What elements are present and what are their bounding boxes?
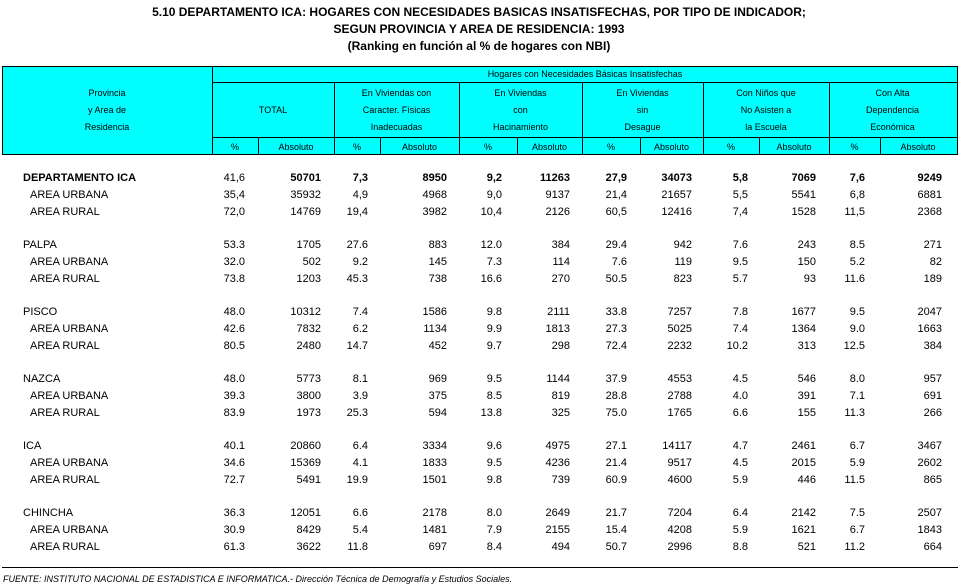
pct-cell: 5.9 xyxy=(732,474,748,486)
pct-cell: 60.9 xyxy=(605,474,627,486)
absoluto-cell: 325 xyxy=(551,407,570,419)
absoluto-cell: 1677 xyxy=(791,306,816,318)
absoluto-cell: 8950 xyxy=(422,172,447,184)
absoluto-cell: 446 xyxy=(797,474,816,486)
pct-cell: 73.8 xyxy=(223,273,245,285)
absoluto-cell: 2461 xyxy=(791,440,816,452)
pct-cell: 72.7 xyxy=(223,474,245,486)
area-label: AREA URBANA xyxy=(30,323,109,335)
absoluto-cell: 3334 xyxy=(422,440,447,452)
pct-cell: 7.4 xyxy=(352,306,368,318)
absoluto-cell: 883 xyxy=(428,239,447,251)
pct-cell: 7.6 xyxy=(732,239,748,251)
pct-cell: 9,2 xyxy=(486,172,502,184)
pct-cell: 5.9 xyxy=(732,524,748,536)
pct-cell: 6.2 xyxy=(352,323,368,335)
absoluto-header: Absoluto xyxy=(401,142,438,152)
pct-cell: 7.1 xyxy=(849,390,865,402)
absoluto-cell: 391 xyxy=(797,390,816,402)
pct-cell: 7.4 xyxy=(732,323,748,335)
absoluto-cell: 865 xyxy=(923,474,942,486)
absoluto-cell: 3467 xyxy=(917,440,942,452)
absoluto-cell: 664 xyxy=(923,541,942,553)
absoluto-cell: 93 xyxy=(803,273,816,285)
pct-cell: 10.2 xyxy=(726,340,748,352)
absoluto-cell: 4208 xyxy=(667,524,692,536)
pct-cell: 83.9 xyxy=(223,407,245,419)
absoluto-cell: 266 xyxy=(923,407,942,419)
absoluto-cell: 7257 xyxy=(667,306,692,318)
absoluto-cell: 243 xyxy=(797,239,816,251)
absoluto-cell: 1663 xyxy=(917,323,942,335)
absoluto-cell: 8429 xyxy=(296,524,321,536)
pct-header: % xyxy=(726,142,735,152)
pct-cell: 21,4 xyxy=(605,189,627,201)
pct-cell: 16.6 xyxy=(480,273,502,285)
pct-cell: 9.5 xyxy=(732,256,748,268)
absoluto-cell: 452 xyxy=(428,340,447,352)
column-header-line: con xyxy=(513,105,528,115)
report-subtitle: SEGUN PROVINCIA Y AREA DE RESIDENCIA: 1993 xyxy=(333,22,625,36)
pct-cell: 7.9 xyxy=(486,524,502,536)
column-header-line: Desague xyxy=(624,122,661,132)
absoluto-cell: 4968 xyxy=(422,189,447,201)
provincia-header-line: Provincia xyxy=(88,88,126,98)
absoluto-cell: 1813 xyxy=(545,323,570,335)
absoluto-cell: 14117 xyxy=(662,440,692,452)
pct-cell: 35,4 xyxy=(223,189,245,201)
pct-cell: 9.5 xyxy=(486,373,502,385)
province-label: NAZCA xyxy=(23,373,61,385)
absoluto-cell: 15369 xyxy=(290,457,321,469)
absoluto-cell: 3800 xyxy=(296,390,321,402)
absoluto-cell: 2111 xyxy=(547,306,570,318)
absoluto-cell: 1833 xyxy=(422,457,447,469)
pct-cell: 9.9 xyxy=(486,323,502,335)
pct-cell: 9,0 xyxy=(486,189,502,201)
column-header-line: En Viviendas xyxy=(616,88,669,98)
pct-cell: 8.8 xyxy=(732,541,748,553)
pct-cell: 9.6 xyxy=(486,440,502,452)
pct-cell: 4.7 xyxy=(732,440,748,452)
area-label: AREA RURAL xyxy=(30,273,100,285)
pct-cell: 5,5 xyxy=(732,189,748,201)
absoluto-cell: 14769 xyxy=(290,206,321,218)
area-label: AREA URBANA xyxy=(30,524,109,536)
column-header-line: Con Niños que xyxy=(736,88,796,98)
pct-cell: 19.9 xyxy=(346,474,368,486)
column-header-line: TOTAL xyxy=(258,105,288,115)
pct-cell: 34.6 xyxy=(223,457,245,469)
column-header-line: En Viviendas xyxy=(494,88,547,98)
absoluto-cell: 270 xyxy=(551,273,570,285)
pct-cell: 6.7 xyxy=(849,440,865,452)
absoluto-cell: 2142 xyxy=(791,507,816,519)
absoluto-cell: 2507 xyxy=(917,507,942,519)
absoluto-cell: 1203 xyxy=(296,273,321,285)
absoluto-cell: 12051 xyxy=(290,507,321,519)
absoluto-cell: 957 xyxy=(923,373,942,385)
pct-cell: 6.7 xyxy=(849,524,865,536)
absoluto-header: Absoluto xyxy=(653,142,690,152)
pct-cell: 40.1 xyxy=(223,440,245,452)
pct-cell: 48.0 xyxy=(223,373,245,385)
absoluto-cell: 9137 xyxy=(545,189,570,201)
pct-cell: 8.0 xyxy=(849,373,865,385)
absoluto-cell: 271 xyxy=(923,239,942,251)
pct-cell: 9.7 xyxy=(486,340,502,352)
source-note: FUENTE: INSTITUTO NACIONAL DE ESTADISTICA E INFORMATICA.- Dirección Técnica de Demografía y Estudios Sociales. xyxy=(3,574,513,584)
pct-cell: 5.4 xyxy=(352,524,368,536)
absoluto-cell: 119 xyxy=(674,256,692,268)
report-title: 5.10 DEPARTAMENTO ICA: HOGARES CON NECESIDADES BASICAS INSATISFECHAS, POR TIPO DE INDICADOR; xyxy=(152,5,806,19)
area-label: AREA URBANA xyxy=(30,256,109,268)
absoluto-cell: 384 xyxy=(551,239,570,251)
absoluto-cell: 5025 xyxy=(667,323,692,335)
pct-header: % xyxy=(850,142,859,152)
province-label: PISCO xyxy=(23,306,58,318)
absoluto-cell: 114 xyxy=(552,256,570,268)
absoluto-header: Absoluto xyxy=(776,142,812,152)
province-label: PALPA xyxy=(23,239,57,251)
absoluto-cell: 10312 xyxy=(290,306,321,318)
header-border-top xyxy=(2,66,958,67)
column-header-line: Inadecuadas xyxy=(370,122,423,132)
absoluto-cell: 5491 xyxy=(296,474,321,486)
pct-cell: 14.7 xyxy=(346,340,368,352)
pct-cell: 9.8 xyxy=(486,306,502,318)
absoluto-cell: 1144 xyxy=(546,373,570,385)
pct-cell: 75.0 xyxy=(605,407,627,419)
absoluto-cell: 34073 xyxy=(661,172,692,184)
absoluto-cell: 9517 xyxy=(667,457,692,469)
pct-cell: 8.0 xyxy=(486,507,502,519)
absoluto-cell: 375 xyxy=(428,390,447,402)
pct-cell: 12.0 xyxy=(480,239,502,251)
absoluto-cell: 942 xyxy=(673,239,692,251)
column-header-line: sin xyxy=(636,105,649,115)
absoluto-cell: 2015 xyxy=(791,457,816,469)
absoluto-cell: 7069 xyxy=(791,172,816,184)
pct-cell: 30.9 xyxy=(223,524,245,536)
absoluto-cell: 2788 xyxy=(667,390,692,402)
area-label: AREA RURAL xyxy=(30,474,100,486)
pct-cell: 13.8 xyxy=(480,407,502,419)
pct-cell: 4.5 xyxy=(732,373,748,385)
absoluto-cell: 4600 xyxy=(667,474,692,486)
pct-cell: 27.1 xyxy=(605,440,627,452)
pct-cell: 60,5 xyxy=(605,206,627,218)
pct-cell: 39.3 xyxy=(223,390,245,402)
absoluto-cell: 819 xyxy=(551,390,570,402)
absoluto-cell: 2047 xyxy=(917,306,942,318)
absoluto-cell: 1973 xyxy=(296,407,321,419)
absoluto-cell: 2480 xyxy=(296,340,321,352)
pct-cell: 15.4 xyxy=(605,524,627,536)
absoluto-cell: 11263 xyxy=(540,172,570,184)
pct-cell: 4.0 xyxy=(732,390,748,402)
pct-cell: 11.5 xyxy=(844,474,865,486)
absoluto-cell: 594 xyxy=(428,407,447,419)
pct-cell: 10,4 xyxy=(480,206,502,218)
pct-cell: 11.8 xyxy=(347,541,368,553)
pct-cell: 48.0 xyxy=(223,306,245,318)
pct-cell: 11.3 xyxy=(844,407,865,419)
absoluto-header: Absoluto xyxy=(531,142,568,152)
column-header-line: Hacinamiento xyxy=(492,122,549,132)
absoluto-cell: 35932 xyxy=(290,189,321,201)
pct-cell: 36.3 xyxy=(223,507,245,519)
column-header-line: Caracter. Físicas xyxy=(362,105,431,115)
absoluto-cell: 4236 xyxy=(545,457,570,469)
area-label: AREA RURAL xyxy=(30,407,100,419)
absoluto-cell: 155 xyxy=(797,407,816,419)
absoluto-cell: 546 xyxy=(797,373,816,385)
pct-header: % xyxy=(483,142,492,152)
absoluto-cell: 3982 xyxy=(422,206,447,218)
absoluto-cell: 1621 xyxy=(791,524,816,536)
absoluto-cell: 494 xyxy=(551,541,570,553)
pct-cell: 80.5 xyxy=(223,340,245,352)
pct-cell: 29.4 xyxy=(605,239,627,251)
pct-cell: 27.3 xyxy=(605,323,627,335)
pct-cell: 25.3 xyxy=(346,407,368,419)
column-header-line: En Viviendas con xyxy=(361,88,432,98)
province-label: CHINCHA xyxy=(23,507,74,519)
absoluto-cell: 313 xyxy=(797,340,816,352)
pct-cell: 61.3 xyxy=(223,541,245,553)
provincia-header-line: Residencia xyxy=(84,122,130,132)
absoluto-cell: 5773 xyxy=(296,373,321,385)
pct-cell: 45.3 xyxy=(346,273,368,285)
pct-cell: 6,8 xyxy=(849,189,865,201)
pct-cell: 7,6 xyxy=(849,172,865,184)
pct-cell: 27,9 xyxy=(605,172,627,184)
pct-header: % xyxy=(230,142,239,152)
absoluto-cell: 50701 xyxy=(290,172,321,184)
area-label: AREA RURAL xyxy=(30,541,100,553)
pct-cell: 9.8 xyxy=(486,474,502,486)
area-label: AREA URBANA xyxy=(30,189,109,201)
pct-cell: 21.4 xyxy=(605,457,627,469)
absoluto-cell: 2155 xyxy=(545,524,570,536)
pct-cell: 21.7 xyxy=(605,507,627,519)
pct-cell: 8.1 xyxy=(352,373,368,385)
pct-cell: 9.5 xyxy=(486,457,502,469)
pct-cell: 9.2 xyxy=(352,256,368,268)
absoluto-cell: 2996 xyxy=(667,541,692,553)
absoluto-cell: 739 xyxy=(551,474,570,486)
absoluto-cell: 2368 xyxy=(917,206,942,218)
pct-cell: 9.0 xyxy=(849,323,865,335)
column-header-line: Dependencia xyxy=(865,105,920,115)
absoluto-cell: 502 xyxy=(302,256,321,268)
area-label: AREA URBANA xyxy=(30,457,109,469)
pct-cell: 37.9 xyxy=(605,373,627,385)
area-label: AREA RURAL xyxy=(30,206,100,218)
header-border-bottom xyxy=(2,154,958,155)
pct-cell: 7,4 xyxy=(732,206,748,218)
table-header xyxy=(2,66,958,155)
pct-cell: 6.4 xyxy=(352,440,368,452)
absoluto-cell: 1364 xyxy=(791,323,816,335)
pct-cell: 50.7 xyxy=(605,541,627,553)
pct-cell: 32.0 xyxy=(223,256,245,268)
pct-cell: 4.1 xyxy=(352,457,368,469)
pct-cell: 19,4 xyxy=(346,206,368,218)
pct-cell: 6.4 xyxy=(732,507,748,519)
absoluto-cell: 384 xyxy=(923,340,942,352)
column-header-line: Con Alta xyxy=(875,88,910,98)
pct-cell: 7,3 xyxy=(352,172,368,184)
pct-cell: 11.2 xyxy=(844,541,865,553)
pct-cell: 8.5 xyxy=(849,239,865,251)
absoluto-cell: 697 xyxy=(428,541,447,553)
footer-divider xyxy=(2,567,958,568)
pct-cell: 7.6 xyxy=(611,256,627,268)
absoluto-cell: 823 xyxy=(673,273,692,285)
absoluto-cell: 82 xyxy=(929,256,942,268)
absoluto-cell: 21657 xyxy=(661,189,692,201)
header-sub-divider xyxy=(212,137,958,138)
pct-header: % xyxy=(606,142,615,152)
absoluto-cell: 969 xyxy=(428,373,447,385)
pct-cell: 11.6 xyxy=(844,273,865,285)
absoluto-cell: 1705 xyxy=(296,239,321,251)
absoluto-cell: 20860 xyxy=(290,440,321,452)
pct-cell: 33.8 xyxy=(605,306,627,318)
pct-cell: 50.5 xyxy=(605,273,627,285)
pct-cell: 6.6 xyxy=(732,407,748,419)
absoluto-cell: 2126 xyxy=(545,206,570,218)
pct-cell: 7.5 xyxy=(849,507,865,519)
pct-cell: 53.3 xyxy=(223,239,245,251)
pct-cell: 6.6 xyxy=(352,507,368,519)
absoluto-cell: 738 xyxy=(428,273,447,285)
pct-cell: 4.5 xyxy=(732,457,748,469)
absoluto-cell: 1765 xyxy=(667,407,692,419)
absoluto-cell: 2178 xyxy=(422,507,447,519)
pct-cell: 4,9 xyxy=(352,189,368,201)
pct-cell: 8.4 xyxy=(486,541,502,553)
report-ranking-note: (Ranking en función al % de hogares con NBI) xyxy=(347,39,611,53)
province-label: DEPARTAMENTO ICA xyxy=(23,172,137,184)
absoluto-cell: 4975 xyxy=(545,440,570,452)
absoluto-cell: 7204 xyxy=(667,507,692,519)
absoluto-cell: 189 xyxy=(923,273,942,285)
absoluto-cell: 1481 xyxy=(422,524,447,536)
group-header: Hogares con Necesidades Básicas Insatisfechas xyxy=(487,69,683,79)
column-header-line: la Escuela xyxy=(745,122,787,132)
pct-cell: 5.9 xyxy=(849,457,865,469)
area-label: AREA URBANA xyxy=(30,390,109,402)
absoluto-cell: 1586 xyxy=(422,306,447,318)
pct-cell: 7.3 xyxy=(486,256,502,268)
absoluto-header: Absoluto xyxy=(278,142,314,152)
absoluto-cell: 521 xyxy=(797,541,816,553)
pct-cell: 5.2 xyxy=(849,256,865,268)
absoluto-cell: 1843 xyxy=(917,524,942,536)
absoluto-cell: 2649 xyxy=(545,507,570,519)
absoluto-cell: 1134 xyxy=(423,323,447,335)
pct-cell: 72,0 xyxy=(223,206,245,218)
province-label: ICA xyxy=(23,440,42,452)
absoluto-cell: 1501 xyxy=(422,474,447,486)
absoluto-cell: 298 xyxy=(551,340,570,352)
pct-header: % xyxy=(352,142,361,152)
provincia-header-line: y Area de xyxy=(87,105,127,115)
pct-cell: 42.6 xyxy=(223,323,245,335)
pct-cell: 5.7 xyxy=(732,273,748,285)
pct-cell: 5,8 xyxy=(732,172,748,184)
pct-cell: 7.8 xyxy=(732,306,748,318)
absoluto-cell: 9249 xyxy=(917,172,942,184)
absoluto-header: Absoluto xyxy=(900,142,936,152)
absoluto-cell: 4553 xyxy=(667,373,692,385)
pct-cell: 28.8 xyxy=(605,390,627,402)
column-header-line: Económica xyxy=(870,122,915,132)
absoluto-cell: 145 xyxy=(428,256,447,268)
area-label: AREA RURAL xyxy=(30,340,100,352)
pct-cell: 27.6 xyxy=(346,239,368,251)
absoluto-cell: 5541 xyxy=(791,189,816,201)
pct-cell: 3.9 xyxy=(352,390,368,402)
absoluto-cell: 2602 xyxy=(917,457,942,469)
pct-cell: 72.4 xyxy=(605,340,627,352)
absoluto-cell: 2232 xyxy=(667,340,692,352)
pct-cell: 12.5 xyxy=(843,340,865,352)
column-header-line: No Asisten a xyxy=(740,105,792,115)
pct-cell: 41,6 xyxy=(223,172,245,184)
pct-cell: 11,5 xyxy=(844,206,865,218)
absoluto-cell: 12416 xyxy=(661,206,692,218)
absoluto-cell: 6881 xyxy=(917,189,942,201)
absoluto-cell: 3622 xyxy=(296,541,321,553)
pct-cell: 9.5 xyxy=(849,306,865,318)
absoluto-cell: 150 xyxy=(797,256,816,268)
header-group-underline xyxy=(212,82,958,83)
absoluto-cell: 691 xyxy=(923,390,942,402)
pct-cell: 8.5 xyxy=(486,390,502,402)
absoluto-cell: 7832 xyxy=(296,323,321,335)
absoluto-cell: 1528 xyxy=(791,206,816,218)
